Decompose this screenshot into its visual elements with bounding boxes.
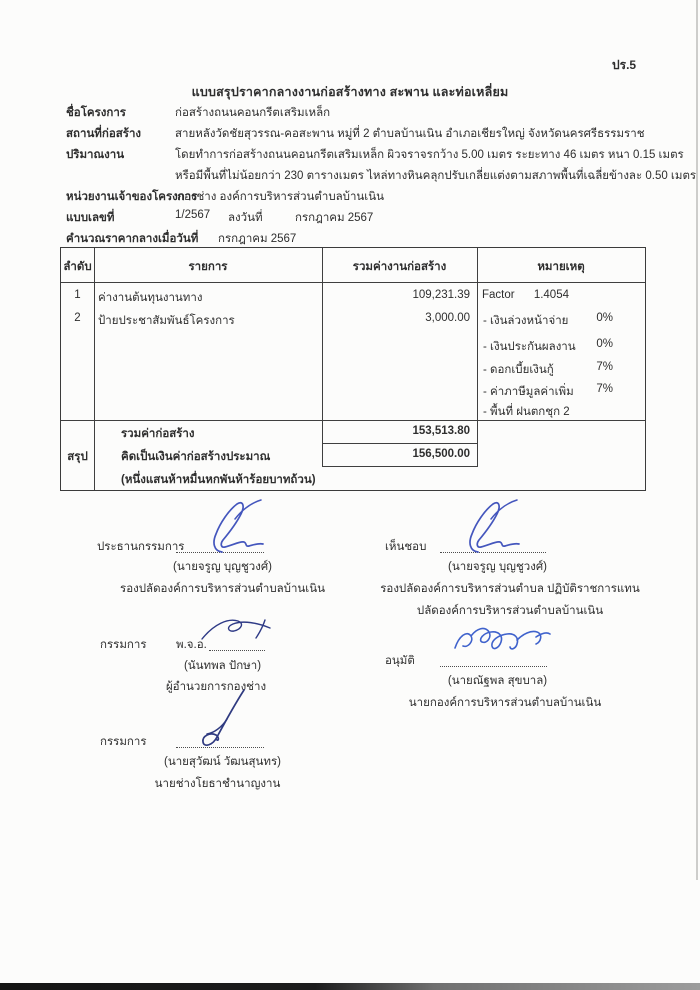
col-header-no: ลำดับ [63,261,92,273]
signature-title: ปลัดองค์การบริหารส่วนตำบลบ้านเนิน [416,605,604,617]
signature-ink-committee1 [198,615,278,647]
scan-artifact-right-edge [696,0,698,880]
project-value: ก่อสร้างถนนคอนกรีตเสริมเหล็ก [175,107,331,119]
row1-item: ค่างานต้นทุนงานทาง [98,292,203,304]
form-code: ปร.5 [612,58,637,72]
remark-item [478,403,645,421]
calc-date-label: คำนวณราคากลางเมื่อวันที่ [66,233,199,245]
summary-row2-label: คิดเป็นเงินค่าก่อสร้างประมาณ [121,451,271,463]
drawing-date-label: ลงวันที่ [228,212,263,224]
signature-name: (นายสุวัฒน์ วัฒนสุนทร) [164,756,281,768]
table-hline-sum1 [322,443,478,444]
quantity-value-line1: โดยทำการก่อสร้างถนนคอนกรีตเสริมเหล็ก ผิวจราจรกว้าง 5.00 เมตร ระยะทาง 46 เมตร หนา 0.15 เมตร [175,149,684,161]
project-label: ชื่อโครงการ [66,107,126,119]
location-value: สายหลังวัดชัยสุวรรณ-คอสะพาน หมู่ที่ 2 ตำบลบ้านเนิน อำเภอเชียรใหญ่ จังหวัดนครศรีธรรมราช [175,128,645,140]
signature-role-chairman: ประธานกรรมการ [97,541,185,553]
col-header-item: รายการ [188,261,228,273]
remark-item-value: 7% [596,361,613,373]
remark-item-label: - เงินประกันผลงาน [483,341,576,353]
summary-row2-amount: 156,500.00 [412,448,470,460]
quantity-label: ปริมาณงาน [66,149,125,161]
signature-title: ผู้อำนวยการกองช่าง [165,681,267,693]
summary-row1-amount: 153,513.80 [412,425,470,437]
signature-ink-review [450,498,530,556]
signature-title: นายกองค์การบริหารส่วนตำบลบ้านเนิน [408,697,602,709]
signature-role-review: เห็นชอบ [385,541,427,553]
remark-item-value: 7% [596,383,613,395]
row1-no: 1 [74,289,81,301]
row2-no: 2 [74,312,81,324]
signature-title: รองปลัดองค์การบริหารส่วนตำบลบ้านเนิน [120,583,325,595]
remark-item-value: 0% [596,338,613,350]
signature-ink-chairman [192,498,272,556]
table-hline-header [61,282,645,283]
signature-ink-committee2 [190,686,252,754]
document-title: แบบสรุปราคากลางงานก่อสร้างทาง สะพาน และท่อเหลี่ยม [191,85,509,99]
table-hline-sum2 [322,466,478,467]
summary-row1-label: รวมค่าก่อสร้าง [121,428,195,440]
agency-value: กองช่าง องค์การบริหารส่วนตำบลบ้านเนิน [177,191,384,203]
cost-summary-table [60,247,646,491]
table-vline-col1 [94,248,95,490]
calc-date-value: กรกฎาคม 2567 [218,233,297,245]
table-vline-col3 [477,248,478,466]
signature-role-committee2: กรรมการ [100,736,147,748]
scan-artifact-bottom-edge [0,983,700,990]
remark-item [478,361,645,379]
quantity-value-line2: หรือมีพื้นที่ไม่น้อยกว่า 230 ตารางเมตร ไหล่ทางหินคลุกปรับเกลี่ยแต่งตามสภาพพื้นที่เฉลี่ยข้างละ 0.50 เมตร [175,170,697,182]
agency-label: หน่วยงานเจ้าของโครงการ [66,191,198,203]
signature-ink-approve [447,620,552,660]
summary-group-label: สรุป [67,451,88,463]
signature-name: (นายณัฐพล สุขบาล) [447,675,548,687]
drawing-no-value: 1/2567 [175,209,211,221]
col-header-amount: รวมค่างานก่อสร้าง [352,261,447,273]
summary-amount-in-words: (หนึ่งแสนห้าหมื่นหกพันห้าร้อยบาทถ้วน) [121,474,316,486]
signature-name: (นันทพล ปักษา) [183,660,262,672]
remark-factor-label: Factor [482,289,515,301]
signature-rank-prefix: พ.จ.อ. [176,639,207,651]
drawing-date-value: กรกฎาคม 2567 [295,212,374,224]
remark-item [478,383,645,401]
drawing-no-label: แบบเลขที่ [66,212,115,224]
remark-factor-value: 1.4054 [533,289,569,301]
signature-role-approve: อนุมัติ [385,655,415,667]
signature-title: รองปลัดองค์การบริหารส่วนตำบล ปฏิบัติราชการแทน [380,583,640,595]
signature-title: นายช่างโยธาชำนาญงาน [154,778,281,790]
remark-item-label: - ค่าภาษีมูลค่าเพิ่ม [483,386,574,398]
location-label: สถานที่ก่อสร้าง [66,128,142,140]
signature-name: (นายจรูญ บุญชูวงศ์) [448,561,547,573]
signature-role-committee1: กรรมการ [100,639,147,651]
remark-item-label: - ดอกเบี้ยเงินกู้ [483,364,554,376]
remark-item-value: 0% [596,312,613,324]
row1-amount: 109,231.39 [412,289,470,301]
remark-item [478,312,645,330]
col-header-remark: หมายเหตุ [537,261,585,273]
row2-item: ป้ายประชาสัมพันธ์โครงการ [98,315,235,327]
remark-factor [478,289,645,301]
remark-item-label: - พื้นที่ ฝนตกชุก 2 [483,406,570,418]
remark-item [478,338,645,356]
row2-amount: 3,000.00 [425,312,470,324]
signature-name: (นายจรูญ บุญชูวงศ์) [173,561,272,573]
remark-item-label: - เงินล่วงหน้าจ่าย [483,315,569,327]
